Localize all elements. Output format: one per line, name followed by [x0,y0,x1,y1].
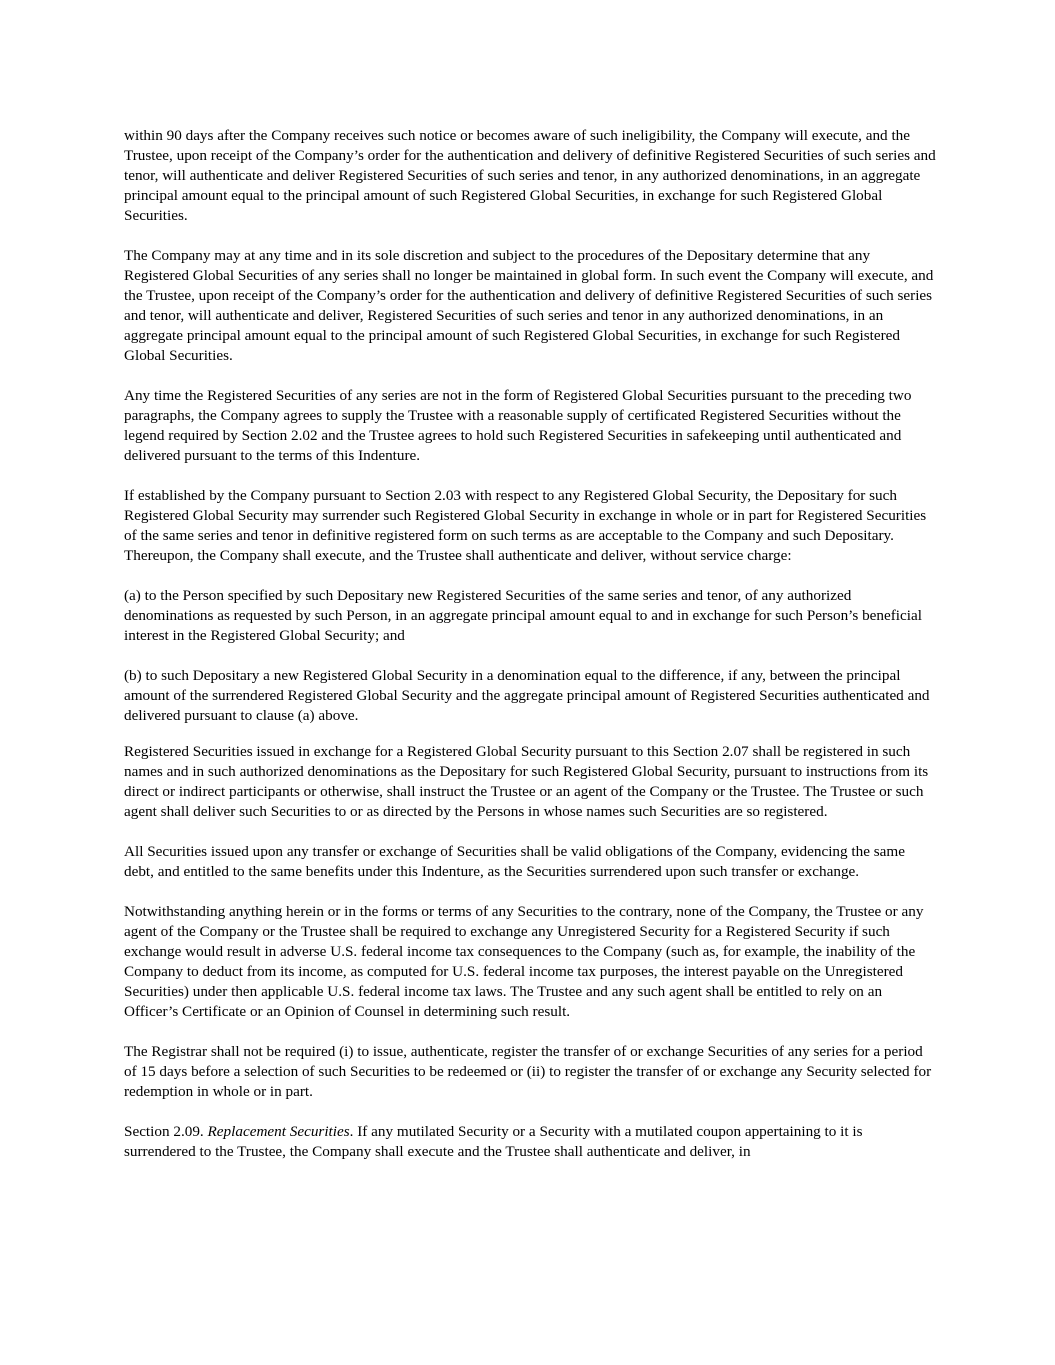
paragraph-certificated-supply: Any time the Registered Securities of any series are not in the form of Registered Global Securities pursuant to the preceding two paragraphs, the Company agrees to supply the Trustee with a reasonable supply of certificated Registered Securities without the legend required by Section 2.02 and the Trustee agrees to hold such Registered Securities in safekeeping until authenticated and delivered pursuant to the terms of this Indenture. [124,387,912,464]
paragraph-registered-names: Registered Securities issued in exchange for a Registered Global Security pursuant to this Section 2.07 shall be registered in such names and in such authorized denominations as the Depositary for such Registered Global Security, pursuant to instructions from its direct or indirect participants or otherwise, shall instruct the Trustee or an agent of the Company or the Trustee. The Trustee or such agent shall deliver such Securities to or as directed by the Persons in whose names such Securities are so registered. [124,743,929,820]
paragraph-depositary-surrender: If established by the Company pursuant to Section 2.03 with respect to any Registered Global Security, the Depositary for such Registered Global Security may surrender such Registered Global Security in exchange in whole or in part for Registered Securities of the same series and tenor in definitive registered form on such terms as are acceptable to the Company and such Depositary. Thereupon, the Company shall execute, and the Trustee shall authenticate and deliver, without service charge: [124,487,927,564]
paragraph-valid-obligations: All Securities issued upon any transfer or exchange of Securities shall be valid obligations of the Company, evidencing the same debt, and entitled to the same benefits under this Indenture, as the Securities surrendered upon such transfer or exchange. [124,843,905,880]
section-number: Section 2.09. [124,1123,208,1140]
paragraph-clause-b: (b) to such Depositary a new Registered Global Security in a denomination equal to the difference, if any, between the principal amount of the surrendered Registered Global Security and the aggregate principal amount of Registered Securities authenticated and delivered pursuant to clause (a) above. [124,667,930,724]
paragraph-registrar-limits: The Registrar shall not be required (i) to issue, authenticate, register the transfer of or exchange Securities of any series for a period of 15 days before a selection of such Securities to be redeemed or (ii) to register the transfer of or exchange any Security selected for redemption in whole or in part. [124,1043,932,1100]
paragraph-tax-consequences: Notwithstanding anything herein or in the forms or terms of any Securities to the contrary, none of the Company, the Trustee or any agent of the Company or the Trustee shall be required to exchange any Unregistered Security for a Registered Security if such exchange would result in adverse U.S. federal income tax consequences to the Company (such as, for example, the inability of the Company to deduct from its income, as computed for U.S. federal income tax purposes, the interest payable on the Unregistered Securities) under then applicable U.S. federal income tax laws. The Trustee and any such agent shall be entitled to rely on an Officer’s Certificate or an Opinion of Counsel in determining such result. [124,903,924,1020]
document-page [124,126,936,1162]
paragraph-ineligibility-exchange: within 90 days after the Company receives such notice or becomes aware of such ineligibility, the Company will execute, and the Trustee, upon receipt of the Company’s order for the authentication and delivery of definitive Registered Securities of such series and tenor, will authenticate and deliver Registered Securities of such series and tenor, in any authorized denominations, in an aggregate principal amount equal to the principal amount of such Registered Global Securities, in exchange for such Registered Global Securities. [124,127,936,224]
paragraph-clause-a: (a) to the Person specified by such Depositary new Registered Securities of the same series and tenor, of any authorized denominations as requested by such Person, in an aggregate principal amount equal to and in exchange for such Person’s beneficial interest in the Registered Global Security; and [124,587,922,644]
paragraph-company-discretion: The Company may at any time and in its sole discretion and subject to the procedures of the Depositary determine that any Registered Global Securities of any series shall no longer be maintained in global form. In such event the Company will execute, and the Trustee, upon receipt of the Company’s order for the authentication and delivery of definitive Registered Securities of such series and tenor, will authenticate and deliver, Registered Securities of such series and tenor in any authorized denominations, in an aggregate principal amount equal to the principal amount of such Registered Global Securities, in exchange for such Registered Global Securities. [124,247,934,364]
section-body: . If any mutilated Security or a Security with a mutilated coupon appertaining to it is surrendered to the Trustee, the Company shall execute and the Trustee shall authenticate and deliver, in [124,1123,863,1160]
paragraph-section-2-09 [124,1122,936,1162]
section-title: Replacement Securities [207,1123,350,1140]
